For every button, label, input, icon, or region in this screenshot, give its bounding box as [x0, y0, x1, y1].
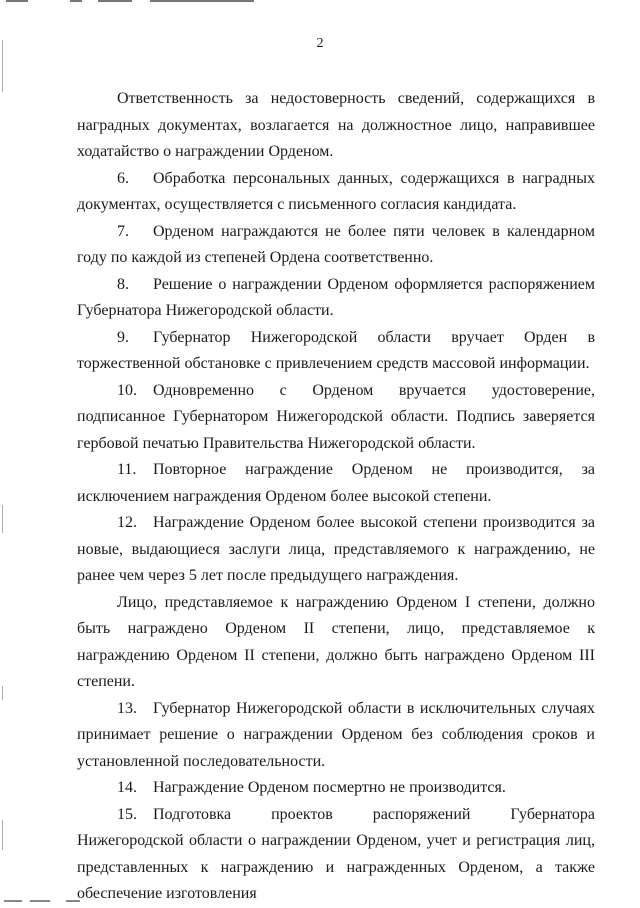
page-number: 2 [316, 36, 324, 51]
paragraph-text: Губернатор Нижегородской области вручает Орден в торжественной обстановке с привлечением средств массовой информации. [77, 328, 595, 372]
paragraph-text: Повторное награждение Орденом не производится, за исключением награждения Орденом более высокой степени. [77, 461, 595, 505]
paragraph [77, 510, 595, 590]
paragraph [77, 696, 595, 776]
paragraph [77, 775, 595, 802]
paragraph-number: 14. [117, 779, 137, 796]
scan-artifact [70, 0, 82, 2]
paragraph [77, 219, 595, 272]
paragraph [77, 457, 595, 510]
paragraph-text: Ответственность за недостоверность сведений, содержащихся в наградных документах, возлагается на должностное лицо, направившее ходатайство о награждении Орденом. [77, 90, 595, 160]
scan-artifact [2, 505, 3, 533]
paragraph-number: 9. [117, 328, 129, 346]
paragraph-text: Награждение Орденом более высокой степени производится за новые, выдающиеся заслуги лица, представляемого к награждению, не ранее чем через 5 лет после предыдущего награждения. [77, 514, 595, 584]
paragraph [77, 590, 595, 696]
paragraph-number: 12. [117, 514, 137, 531]
scan-artifact [4, 900, 22, 902]
paragraph-text: Орденом награждаются не более пяти человек в календарном году по каждой из степеней Ордена соответственно. [77, 222, 595, 266]
paragraph-number: 11. [117, 461, 137, 478]
paragraph [77, 325, 595, 378]
scan-artifact [2, 686, 3, 700]
paragraph-text: Одновременно с Орденом вручается удостоверение, подписанное Губернатором Нижегородской области. Подпись заверяется гербовой печатью Правительства Нижегородской области. [77, 381, 595, 452]
paragraph-number: 7. [117, 222, 129, 240]
paragraph-text: Обработка персональных данных, содержащихся в наградных документах, осуществляется с письменного согласия кандидата. [77, 169, 595, 213]
paragraph-text: Губернатор Нижегородской области в исключительных случаях принимает решение о награждении Орденом без соблюдения сроков и установленной последовательности. [77, 699, 595, 770]
paragraph [77, 272, 595, 325]
scan-artifact [150, 0, 254, 2]
paragraph-number: 8. [117, 275, 129, 293]
paragraph-number: 13. [117, 699, 137, 717]
paragraph [77, 378, 595, 458]
paragraph-text: Подготовка проектов распоряжений Губернатора Нижегородской области о награждении Орденом, учет и регистрация лиц, представленных к награждению и награжденных Орденом, а также обеспечение изготовления [77, 805, 595, 902]
document-body [77, 86, 595, 908]
paragraph [77, 86, 595, 166]
paragraph-text: Лицо, представляемое к награждению Орденом I степени, должно быть награждено Орденом II степени, лицо, представляемое к награждению Орденом II степени, должно быть награждено Орденом III степени. [77, 593, 595, 690]
paragraph-text: Решение о награждении Орденом оформляется распоряжением Губернатора Нижегородской области. [77, 275, 595, 319]
paragraph-text: Награждение Орденом посмертно не производится. [153, 779, 506, 796]
paragraph-number: 15. [117, 805, 137, 823]
paragraph-number: 10. [117, 381, 137, 399]
scan-artifact [2, 820, 3, 850]
scan-artifact [6, 0, 28, 2]
scan-artifact [98, 0, 132, 2]
paragraph [77, 802, 595, 908]
paragraph-number: 6. [117, 169, 129, 187]
paragraph [77, 166, 595, 219]
scan-artifact [30, 900, 50, 902]
